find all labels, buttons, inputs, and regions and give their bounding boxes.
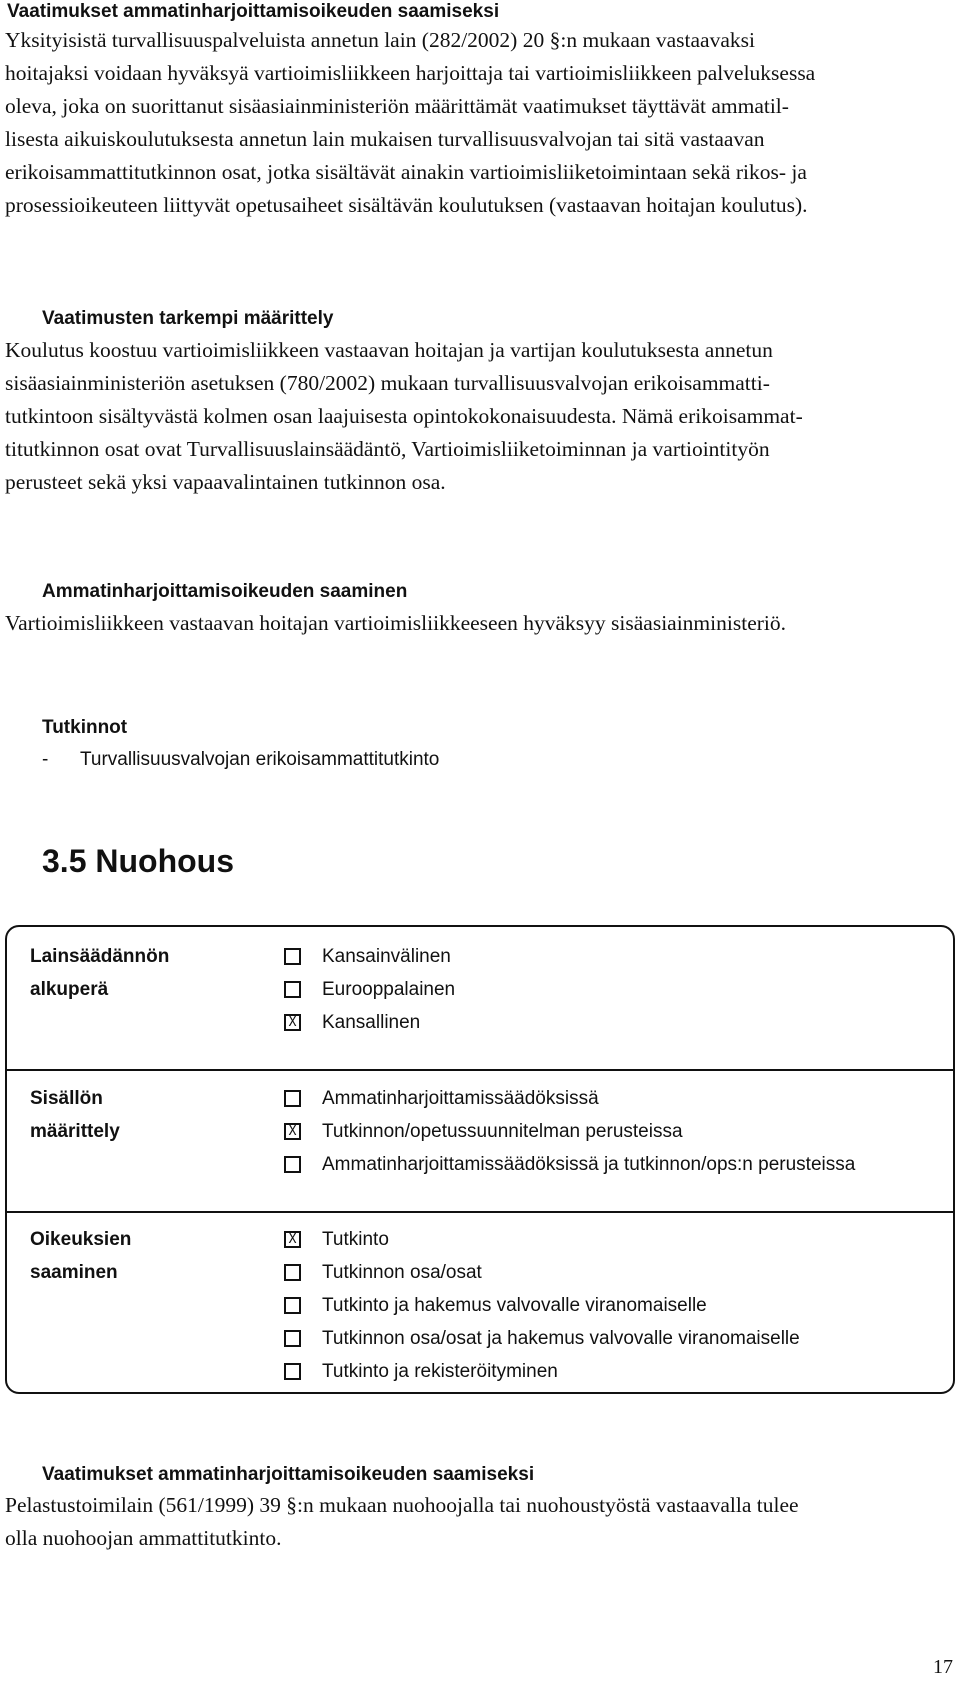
checkbox [284,981,301,998]
option-qualification-and-application [284,1289,707,1322]
paragraph-line: oleva, joka on suorittanut sisäasiainministeriön määrittämät vaatimukset täyttävät ammatil- [5,94,789,118]
paragraph-line: lisesta aikuiskoulutuksesta annetun lain mukaisen turvallisuusvalvojan tai sitä vastaavan [5,127,765,151]
option-label: Tutkinto ja hakemus valvovalle viranomaiselle [322,1294,707,1316]
option-label: Ammatinharjoittamissäädöksissä ja tutkinnon/ops:n perusteissa [322,1153,856,1175]
list-item-text: Turvallisuusvalvojan erikoisammattitutkinto [80,749,440,770]
chapter-title: 3.5 Nuohous [42,843,235,879]
checkbox [284,1330,301,1347]
paragraph-line: titutkinnon osat ovat Turvallisuuslainsäädäntö, Vartioimisliiketoiminnan ja vartiointityön [5,437,770,461]
paragraph-line: tutkintoon sisältyvästä kolmen osan laajuisesta opintokokonaisuudesta. Nämä erikoisammat- [5,404,803,428]
option-label: Tutkinto ja rekisteröityminen [322,1360,558,1382]
option-qualification-parts [284,1256,482,1289]
chimney-requirements-paragraph [5,1489,955,1555]
criteria-row-content-definition [7,1082,953,1182]
option-international [284,940,451,973]
requirements-paragraph [5,24,955,222]
checkbox [284,1156,301,1173]
section-heading-chimney-requirements: Vaatimukset ammatinharjoittamisoikeuden saamiseksi [42,1464,535,1485]
option-european [284,973,455,1006]
obtaining-right-paragraph [5,607,955,640]
checkbox: X [284,1014,301,1031]
list-item [42,748,439,772]
section-heading-qualifications: Tutkinnot [42,717,128,738]
row-label: alkuperä [30,979,109,1000]
checkbox [284,1297,301,1314]
checkbox [284,948,301,965]
row-label: määrittely [30,1121,120,1142]
option-curriculum-basis [284,1115,683,1148]
paragraph-line: prosessioikeuteen liittyvät opetusaiheet sisältävän koulutuksen (vastaavan hoitajan koulutus). [5,193,808,217]
paragraph-line: hoitajaksi voidaan hyväksyä vartioimisliikkeen harjoittaja tai vartioimisliikkeen palveluksessa [5,61,816,85]
section-heading-requirements: Vaatimukset ammatinharjoittamisoikeuden saamiseksi [7,1,500,22]
option-label: Kansallinen [322,1011,421,1033]
section-heading-detailed-definition: Vaatimusten tarkempi määrittely [42,308,334,329]
checkbox [284,1090,301,1107]
paragraph-line: Yksityisistä turvallisuuspalveluista annetun lain (282/2002) 20 §:n mukaan vastaavaksi [5,28,755,52]
paragraph-line: perusteet sekä yksi vapaavalintainen tutkinnon osa. [5,470,446,494]
option-label: Tutkinnon osa/osat ja hakemus valvovalle viranomaiselle [322,1327,800,1349]
option-label: Eurooppalainen [322,978,456,1000]
option-qualification [284,1223,389,1256]
section-heading-obtaining-right: Ammatinharjoittamisoikeuden saaminen [42,581,408,602]
list-dash: - [42,749,49,770]
row-label: Sisällön [30,1088,103,1109]
criteria-row-obtaining-rights [7,1223,953,1388]
option-label: Kansainvälinen [322,945,451,967]
option-label: Tutkinnon/opetussuunnitelman perusteissa [322,1120,683,1142]
option-practice-regulations [284,1082,599,1115]
row-divider [7,1211,953,1213]
checkbox: X [284,1231,301,1248]
option-label: Ammatinharjoittamissäädöksissä [322,1087,599,1109]
paragraph-line: sisäasiainministeriön asetuksen (780/2002) mukaan turvallisuusvalvojan erikoisammatti- [5,371,770,395]
paragraph-line: Pelastustoimilain (561/1999) 39 §:n mukaan nuohoojalla tai nuohoustyöstä vastaavalla tulee [5,1493,799,1517]
row-label: Lainsäädännön [30,946,170,967]
checkbox [284,1264,301,1281]
row-divider [7,1069,953,1071]
option-parts-and-application [284,1322,800,1355]
paragraph-line: Vartioimisliikkeen vastaavan hoitajan vartioimisliikkeeseen hyväksyy sisäasiainministeriö. [5,611,786,635]
option-qualification-and-registration [284,1355,558,1388]
definition-paragraph [5,334,955,499]
checkbox [284,1363,301,1380]
row-label: Oikeuksien [30,1229,132,1250]
option-national [284,1006,420,1039]
option-label: Tutkinnon osa/osat [322,1261,482,1283]
paragraph-line: olla nuohoojan ammattitutkinto. [5,1526,282,1550]
page-number: 17 [933,1656,953,1678]
paragraph-line: erikoisammattitutkinnon osat, jotka sisältävät ainakin vartioimisliiketoimintaan sekä rikos- ja [5,160,807,184]
criteria-box [5,925,955,1394]
option-label: Tutkinto [322,1228,389,1250]
row-label: saaminen [30,1262,118,1283]
option-regulations-and-curriculum [284,1148,855,1181]
paragraph-line: Koulutus koostuu vartioimisliikkeen vastaavan hoitajan ja vartijan koulutuksesta annetun [5,338,773,362]
criteria-row-origin [7,940,953,1040]
checkbox: X [284,1123,301,1140]
